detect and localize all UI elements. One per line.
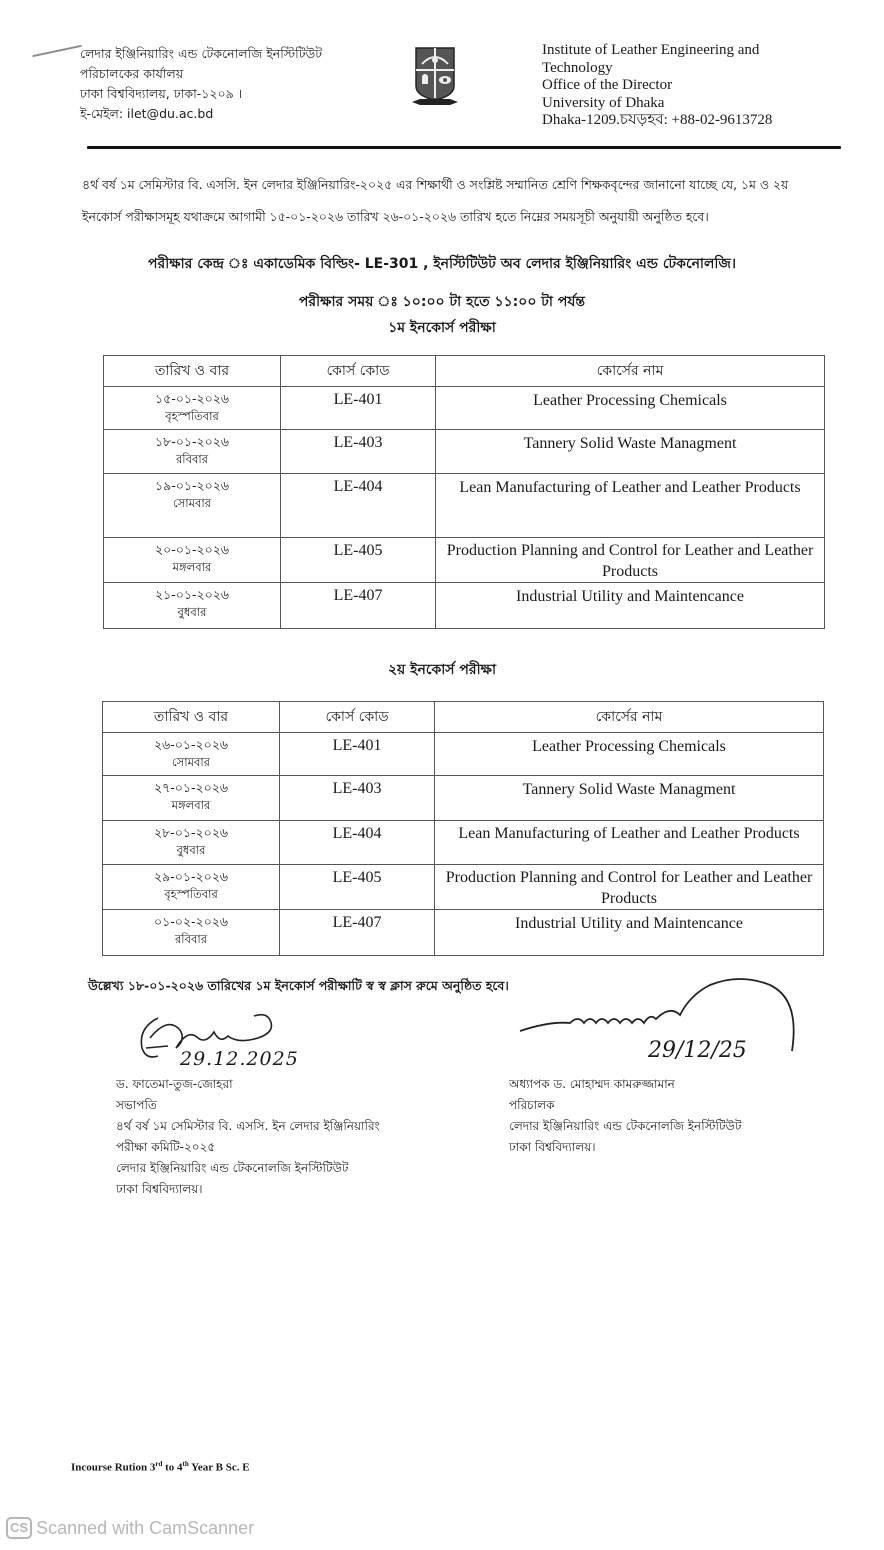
course-code: LE-404 (333, 478, 383, 495)
header-date-day: তারিখ ও বার (104, 356, 281, 387)
signatory-right-institute: লেদার ইঞ্জিনিয়ারিং এন্ড টেকনোলজি ইনস্টিটিউট (509, 1119, 742, 1133)
course-code: LE-405 (333, 542, 383, 559)
table-row (104, 387, 825, 430)
signature-date-left: 29.12.2025 (180, 1048, 299, 1070)
table-row (103, 865, 824, 910)
intro-line-1: ৪র্থ বর্ষ ১ম সেমিস্টার বি. এসসি. ইন লেদার ইঞ্জিনিয়ারিং-২০২৫ এর শিক্ষার্থী ও সংশ্লিষ্ট সম্মানিত শ্রেণি শিক্ষকবৃন্দের জানানো যাচ্ছে যে, ১ম ও ২য় (82, 177, 789, 192)
camscanner-text: Scanned with CamScanner (36, 1517, 255, 1538)
course-name: Production Planning and Control for Leather and Leather Products (446, 542, 814, 580)
signatory-right-university: ঢাকা বিশ্ববিদ্যালয়। (509, 1140, 596, 1154)
course-name: Industrial Utility and Maintencance (516, 588, 744, 605)
course-name: Tannery Solid Waste Managment (523, 435, 737, 452)
table-row (103, 733, 824, 776)
university-name-en: University of Dhaka (542, 94, 665, 111)
signature-date-right: 29/12/25 (648, 1038, 747, 1063)
table-row (104, 583, 825, 629)
course-name: Tannery Solid Waste Managment (522, 781, 736, 798)
note: উল্লেখ্য ১৮-০১-২০২৬ তারিখের ১ম ইনকোর্স পরীক্ষাটি স্ব স্ব ক্লাস রুমে অনুষ্ঠিত হবে। (88, 978, 509, 993)
footer-sup: th (182, 1460, 189, 1468)
exam-date: ২৭-০১-২০২৬ (153, 780, 229, 795)
signatory-right-title: পরিচালক (509, 1098, 555, 1112)
footer-text: Year B Sc. E (188, 1461, 250, 1474)
signatory-right-name: অধ্যাপক ড. মোহাম্মদ কামরুজ্জামান (509, 1077, 675, 1091)
course-code: LE-407 (333, 587, 383, 604)
exam-date: ১৮-০১-২০২৬ (155, 434, 229, 449)
exam-day: রবিবার (174, 932, 208, 946)
table-header-row (104, 356, 825, 387)
course-name: Leather Processing Chemicals (532, 738, 726, 755)
table-row (103, 910, 824, 956)
email-bn: ই-মেইল: ilet@du.ac.bd (80, 106, 214, 121)
exam2-schedule-table (102, 701, 824, 956)
exam-date: ২৯-০১-২০২৬ (153, 869, 228, 884)
header-course-name: কোর্সের নাম (435, 702, 824, 733)
signatory-left-committee: ৪র্থ বর্ষ ১ম সেমিস্টার বি. এসসি. ইন লেদার ইঞ্জিনিয়ারিং (116, 1119, 380, 1133)
header-english-address (542, 42, 772, 130)
signatory-left-name: ড. ফাতেমা-তুজ-জোহরা (116, 1077, 233, 1091)
course-name: Lean Manufacturing of Leather and Leather Products (458, 825, 800, 842)
table-row (104, 474, 825, 538)
header-bangla-address (80, 44, 322, 124)
exam-time: পরীক্ষার সময় ঃ ১০:০০ টা হতে ১১:০০ টা পর্যন্ত (298, 294, 586, 310)
course-code: LE-401 (333, 391, 383, 408)
exam-day: বৃহস্পতিবার (165, 409, 219, 423)
exam-day: সোমবার (171, 755, 211, 769)
course-code: LE-405 (332, 869, 382, 886)
course-name: Leather Processing Chemicals (533, 392, 727, 409)
course-name: Production Planning and Control for Leather and Leather Products (445, 869, 813, 907)
table-row (103, 776, 824, 821)
institute-name-bn: লেদার ইঞ্জিনিয়ারিং এন্ড টেকনোলজি ইনস্টিটিউট (80, 46, 323, 61)
exam-day: মঙ্গলবার (171, 798, 211, 812)
exam-date: ২১-০১-২০২৬ (154, 587, 229, 602)
course-code: LE-401 (332, 737, 382, 754)
exam-venue: পরীক্ষার কেন্দ্র ঃ একাডেমিক বিল্ডিং- LE-301 , ইনস্টিটিউট অব লেদার ইঞ্জিনিয়ারিং এন্ড টেকনোলজি। (148, 256, 736, 272)
header-date-day: তারিখ ও বার (103, 702, 280, 733)
course-code: LE-403 (332, 780, 382, 797)
exam-day: মঙ্গলবার (172, 560, 212, 574)
exam-day: সোমবার (172, 496, 212, 510)
institute-name-en-cont: Technology (542, 59, 613, 76)
table-row (103, 821, 824, 865)
header-divider (87, 146, 841, 149)
course-code: LE-407 (332, 914, 382, 931)
signatory-left-committee-year: পরীক্ষা কমিটি-২০২৫ (116, 1140, 216, 1154)
exam-day: রবিবার (175, 452, 209, 466)
signatory-left-university: ঢাকা বিশ্ববিদ্যালয়। (116, 1182, 203, 1196)
signatory-right (509, 1074, 741, 1158)
signatory-left (116, 1074, 380, 1200)
exam-date: ১৫-০১-২০২৬ (155, 391, 229, 406)
address-bn: ঢাকা বিশ্ববিদ্যালয়, ঢাকা-১২০৯ । (80, 86, 243, 101)
exam2-title: ২য় ইনকোর্স পরীক্ষা (387, 662, 497, 678)
address-phone-en: Dhaka-1209.চযড়হব: +88-02-9613728 (542, 112, 773, 128)
pen-mark (32, 45, 81, 57)
camscanner-watermark (6, 1517, 254, 1539)
exam-date: ১৯-০১-২০২৬ (155, 478, 229, 493)
university-crest-logo (410, 46, 460, 110)
exam1-schedule-table (103, 355, 825, 629)
table-row (104, 538, 825, 583)
header-course-code: কোর্স কোড (280, 702, 435, 733)
document-footer (71, 1460, 250, 1474)
exam-date: ২৬-০১-২০২৬ (153, 737, 229, 752)
exam-date: ২৮-০১-২০২৬ (153, 825, 228, 840)
exam-date: ২০-০১-২০২৬ (154, 542, 230, 557)
table-header-row (103, 702, 824, 733)
course-code: LE-403 (333, 434, 383, 451)
course-name: Industrial Utility and Maintencance (515, 915, 743, 932)
office-name-en: Office of the Director (542, 77, 673, 93)
exam-day: বুধবার (176, 843, 206, 857)
signatory-left-institute: লেদার ইঞ্জিনিয়ারিং এন্ড টেকনোলজি ইনস্টিটিউট (116, 1161, 349, 1175)
footer-text: to 4 (162, 1461, 183, 1474)
footer-text: Incourse Rution 3 (71, 1461, 156, 1474)
signatory-left-title: সভাপতি (116, 1098, 157, 1112)
camscanner-logo-icon: CS (6, 1517, 32, 1539)
institute-name-en: Institute of Leather Engineering and (542, 42, 760, 58)
exam1-title: ১ম ইনকোর্স পরীক্ষা (388, 320, 496, 336)
table-row (104, 430, 825, 474)
exam-day: বৃহস্পতিবার (164, 887, 218, 901)
header-course-code: কোর্স কোড (281, 356, 436, 387)
header-course-name: কোর্সের নাম (436, 356, 825, 387)
intro-line-2: ইনকোর্স পরীক্ষাসমূহ যথাক্রমে আগামী ১৫-০১-২০২৬ তারিখ ২৬-০১-২০২৬ তারিখ হতে নিম্নের সময়সূচী অনুযায়ী অনুষ্ঠিত হবে। (82, 209, 709, 224)
exam-date: ০১-০২-২০২৬ (153, 914, 229, 929)
office-name-bn: পরিচালকের কার্যালয় (80, 66, 184, 81)
footer-sup: rd (155, 1460, 163, 1468)
course-code: LE-404 (332, 825, 382, 842)
course-name: Lean Manufacturing of Leather and Leather Products (459, 479, 801, 496)
exam-day: বুধবার (177, 605, 207, 619)
